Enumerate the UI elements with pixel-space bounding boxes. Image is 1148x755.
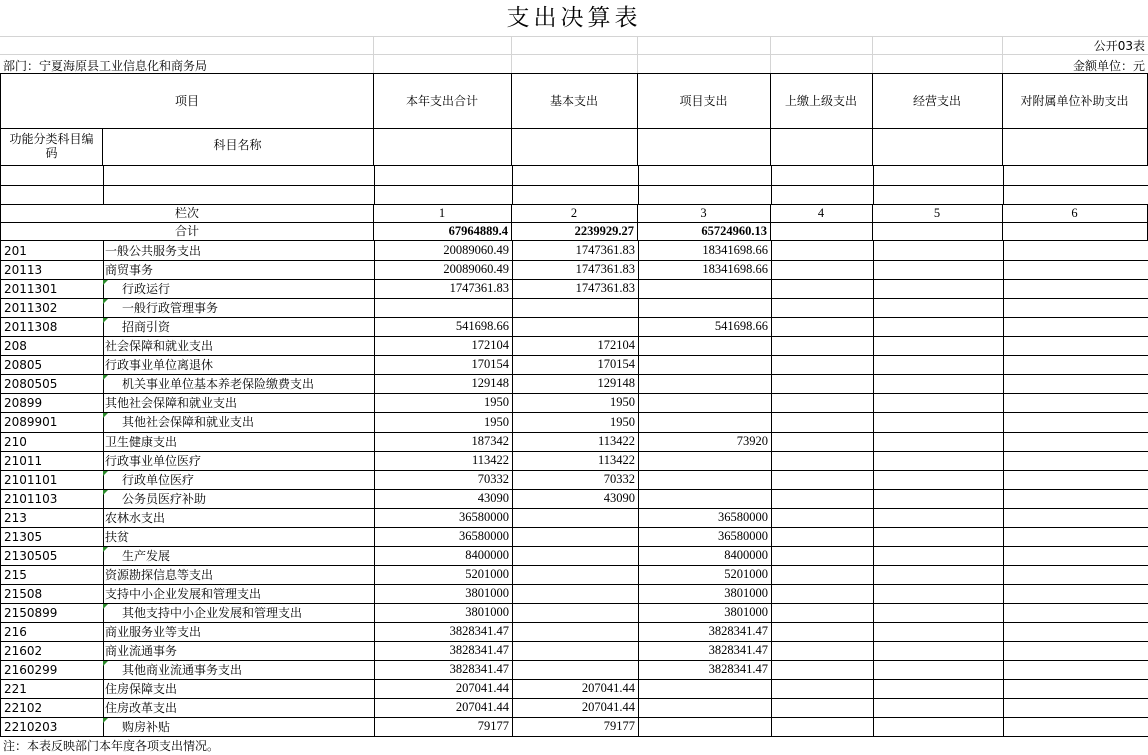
row-business (872, 279, 1004, 299)
row-remit (770, 393, 874, 413)
row-basic: 79177 (511, 717, 639, 737)
blank-cell (872, 166, 1004, 186)
row-project: 3801000 (637, 603, 772, 623)
row-name: 商业服务业等支出 (102, 622, 375, 642)
row-business (872, 660, 1004, 680)
header-item: 项目 (0, 73, 374, 129)
blank-cell (511, 185, 639, 205)
row-project (637, 698, 772, 718)
row-remit (770, 470, 874, 490)
row-total: 207041.44 (373, 679, 513, 699)
row-business (872, 336, 1004, 356)
row-business (872, 641, 1004, 661)
amount-unit: 金额单位：元 (1072, 59, 1145, 73)
row-name: 其他社会保障和就业支出 (102, 393, 375, 413)
row-project: 3801000 (637, 584, 772, 604)
row-remit (770, 603, 874, 623)
row-code: 221 (0, 679, 104, 699)
row-business (872, 527, 1004, 547)
row-code: 2101103 (0, 489, 104, 509)
header-col-subsidy: 对附属单位补助支出 (1002, 73, 1148, 129)
row-total: 113422 (373, 451, 513, 471)
row-total: 1747361.83 (373, 279, 513, 299)
header-col-business: 经营支出 (872, 73, 1003, 129)
row-basic (511, 584, 639, 604)
row-project (637, 679, 772, 699)
row-project (637, 393, 772, 413)
row-remit (770, 451, 874, 471)
blank-cell (770, 185, 874, 205)
row-total: 20089060.49 (373, 260, 513, 280)
row-name: 生产发展 (102, 546, 375, 566)
row-total: 3801000 (373, 603, 513, 623)
row-basic (511, 660, 639, 680)
row-code: 210 (0, 432, 104, 452)
column-index-6: 6 (1002, 204, 1148, 223)
row-remit (770, 527, 874, 547)
row-name: 扶贫 (102, 527, 375, 547)
row-code: 22102 (0, 698, 104, 718)
row-total: 172104 (373, 336, 513, 356)
total-value: 65724960.13 (637, 222, 771, 241)
row-business (872, 584, 1004, 604)
row-subsidy (1002, 622, 1148, 642)
row-code: 2011301 (0, 279, 104, 299)
row-business (872, 317, 1004, 337)
row-business (872, 546, 1004, 566)
row-name: 行政事业单位离退休 (102, 355, 375, 375)
row-name: 住房保障支出 (102, 679, 375, 699)
header-col-remit: 上缴上级支出 (770, 73, 873, 129)
total-value: 67964889.4 (373, 222, 512, 241)
row-project: 3828341.47 (637, 660, 772, 680)
row-name: 行政单位医疗 (102, 470, 375, 490)
row-name: 其他支持中小企业发展和管理支出 (102, 603, 375, 623)
row-subsidy (1002, 241, 1148, 261)
row-remit (770, 546, 874, 566)
total-value (770, 222, 873, 241)
row-basic (511, 317, 639, 337)
header-empty (1002, 128, 1148, 166)
row-project (637, 412, 772, 433)
row-basic: 113422 (511, 451, 639, 471)
row-total: 3828341.47 (373, 660, 513, 680)
header-empty (511, 128, 638, 166)
row-business (872, 298, 1004, 318)
row-subsidy (1002, 298, 1148, 318)
row-subsidy (1002, 317, 1148, 337)
row-total: 79177 (373, 717, 513, 737)
row-code: 213 (0, 508, 104, 528)
header-name: 科目名称 (102, 128, 374, 166)
row-subsidy (1002, 584, 1148, 604)
row-subsidy (1002, 546, 1148, 566)
total-label: 合计 (0, 222, 374, 241)
column-index-5: 5 (872, 204, 1003, 223)
header-empty (373, 128, 512, 166)
row-remit (770, 336, 874, 356)
row-subsidy (1002, 717, 1148, 737)
row-name: 其他社会保障和就业支出 (102, 412, 375, 433)
row-basic: 1747361.83 (511, 241, 639, 261)
row-basic (511, 546, 639, 566)
row-name: 一般行政管理事务 (102, 298, 375, 318)
row-basic: 207041.44 (511, 698, 639, 718)
row-code: 216 (0, 622, 104, 642)
total-value (872, 222, 1003, 241)
row-subsidy (1002, 393, 1148, 413)
row-subsidy (1002, 565, 1148, 585)
row-business (872, 412, 1004, 433)
row-code: 2080505 (0, 374, 104, 394)
blank-cell (373, 185, 513, 205)
row-project (637, 374, 772, 394)
row-project (637, 355, 772, 375)
header-empty (872, 128, 1003, 166)
row-basic (511, 641, 639, 661)
header-code: 功能分类科目编码 (0, 128, 103, 166)
row-project: 3828341.47 (637, 641, 772, 661)
row-basic: 1747361.83 (511, 260, 639, 280)
row-name: 卫生健康支出 (102, 432, 375, 452)
blank-cell (637, 166, 772, 186)
row-name: 机关事业单位基本养老保险缴费支出 (102, 374, 375, 394)
row-total: 3801000 (373, 584, 513, 604)
row-total: 36580000 (373, 527, 513, 547)
footnote: 注：本表反映部门本年度各项支出情况。 (3, 738, 220, 753)
row-code: 2150899 (0, 603, 104, 623)
row-name: 公务员医疗补助 (102, 489, 375, 509)
row-remit (770, 679, 874, 699)
row-name: 商贸事务 (102, 260, 375, 280)
row-total: 187342 (373, 432, 513, 452)
row-subsidy (1002, 336, 1148, 356)
row-name: 其他商业流通事务支出 (102, 660, 375, 680)
blank-cell (102, 166, 375, 186)
column-index-3: 3 (637, 204, 771, 223)
row-remit (770, 584, 874, 604)
row-basic: 113422 (511, 432, 639, 452)
row-project (637, 717, 772, 737)
row-business (872, 489, 1004, 509)
row-project (637, 470, 772, 490)
row-business (872, 565, 1004, 585)
row-project (637, 298, 772, 318)
row-subsidy (1002, 527, 1148, 547)
row-project (637, 279, 772, 299)
row-code: 21305 (0, 527, 104, 547)
row-code: 2210203 (0, 717, 104, 737)
blank-cell (1002, 166, 1148, 186)
header-col-total: 本年支出合计 (373, 73, 512, 129)
row-remit (770, 241, 874, 261)
row-basic (511, 603, 639, 623)
row-code: 21602 (0, 641, 104, 661)
row-total: 1950 (373, 412, 513, 433)
row-remit (770, 432, 874, 452)
row-project: 5201000 (637, 565, 772, 585)
row-name: 购房补贴 (102, 717, 375, 737)
row-basic (511, 508, 639, 528)
blank-cell (0, 166, 104, 186)
row-subsidy (1002, 508, 1148, 528)
row-business (872, 260, 1004, 280)
row-code: 20805 (0, 355, 104, 375)
row-code: 20113 (0, 260, 104, 280)
row-project (637, 451, 772, 471)
row-code: 2011308 (0, 317, 104, 337)
row-subsidy (1002, 412, 1148, 433)
header-empty (770, 128, 873, 166)
header-col-basic: 基本支出 (511, 73, 638, 129)
row-subsidy (1002, 279, 1148, 299)
row-code: 208 (0, 336, 104, 356)
row-subsidy (1002, 432, 1148, 452)
row-code: 20899 (0, 393, 104, 413)
blank-cell (0, 185, 104, 205)
row-project (637, 336, 772, 356)
row-basic (511, 565, 639, 585)
row-remit (770, 489, 874, 509)
row-project: 36580000 (637, 527, 772, 547)
row-remit (770, 412, 874, 433)
row-remit (770, 622, 874, 642)
row-total: 1950 (373, 393, 513, 413)
blank-cell (511, 166, 639, 186)
row-subsidy (1002, 260, 1148, 280)
spacer-row-a (0, 37, 1148, 55)
blank-cell (1002, 185, 1148, 205)
row-code: 2101101 (0, 470, 104, 490)
blank-cell (637, 185, 772, 205)
spacer-cell (770, 37, 771, 73)
column-index-4: 4 (770, 204, 873, 223)
row-code: 201 (0, 241, 104, 261)
row-subsidy (1002, 679, 1148, 699)
row-name: 招商引资 (102, 317, 375, 337)
row-subsidy (1002, 698, 1148, 718)
row-remit (770, 717, 874, 737)
row-code: 2160299 (0, 660, 104, 680)
row-total: 8400000 (373, 546, 513, 566)
row-project: 541698.66 (637, 317, 772, 337)
row-remit (770, 508, 874, 528)
row-remit (770, 660, 874, 680)
row-subsidy (1002, 603, 1148, 623)
row-total: 3828341.47 (373, 622, 513, 642)
row-code: 2089901 (0, 412, 104, 433)
row-basic (511, 527, 639, 547)
column-index-1: 1 (373, 204, 512, 223)
blank-cell (872, 185, 1004, 205)
row-business (872, 622, 1004, 642)
row-total: 541698.66 (373, 317, 513, 337)
row-total: 43090 (373, 489, 513, 509)
row-basic: 172104 (511, 336, 639, 356)
row-name: 社会保障和就业支出 (102, 336, 375, 356)
department-label: 部门：宁夏海原县工业信息化和商务局 (3, 59, 208, 73)
row-total: 129148 (373, 374, 513, 394)
row-total: 207041.44 (373, 698, 513, 718)
row-business (872, 393, 1004, 413)
row-subsidy (1002, 470, 1148, 490)
row-code: 2130505 (0, 546, 104, 566)
row-business (872, 508, 1004, 528)
row-code: 21011 (0, 451, 104, 471)
row-basic (511, 622, 639, 642)
row-business (872, 355, 1004, 375)
row-project (637, 489, 772, 509)
row-remit (770, 641, 874, 661)
spacer-cell (373, 37, 374, 73)
row-total: 5201000 (373, 565, 513, 585)
row-name: 行政运行 (102, 279, 375, 299)
row-business (872, 698, 1004, 718)
total-value: 2239929.27 (511, 222, 638, 241)
row-basic: 1747361.83 (511, 279, 639, 299)
total-value (1002, 222, 1148, 241)
row-basic: 1950 (511, 412, 639, 433)
row-name: 农林水支出 (102, 508, 375, 528)
row-project: 36580000 (637, 508, 772, 528)
row-subsidy (1002, 489, 1148, 509)
header-col-project: 项目支出 (637, 73, 771, 129)
row-business (872, 451, 1004, 471)
spacer-cell (872, 37, 873, 73)
row-subsidy (1002, 641, 1148, 661)
row-name: 一般公共服务支出 (102, 241, 375, 261)
row-subsidy (1002, 355, 1148, 375)
row-total: 170154 (373, 355, 513, 375)
row-project: 8400000 (637, 546, 772, 566)
row-total (373, 298, 513, 318)
header-empty (637, 128, 771, 166)
row-code: 215 (0, 565, 104, 585)
row-basic (511, 298, 639, 318)
row-remit (770, 374, 874, 394)
row-basic: 1950 (511, 393, 639, 413)
row-project: 18341698.66 (637, 260, 772, 280)
row-basic: 129148 (511, 374, 639, 394)
spacer-cell (511, 37, 512, 73)
column-index-2: 2 (511, 204, 638, 223)
sheet-title: 支出决算表 (0, 0, 1148, 37)
row-subsidy (1002, 451, 1148, 471)
blank-cell (770, 166, 874, 186)
row-basic: 170154 (511, 355, 639, 375)
row-total: 70332 (373, 470, 513, 490)
row-code: 21508 (0, 584, 104, 604)
row-total: 20089060.49 (373, 241, 513, 261)
row-basic: 70332 (511, 470, 639, 490)
row-remit (770, 317, 874, 337)
row-business (872, 241, 1004, 261)
row-business (872, 470, 1004, 490)
row-name: 住房改革支出 (102, 698, 375, 718)
blank-cell (373, 166, 513, 186)
row-remit (770, 279, 874, 299)
row-business (872, 679, 1004, 699)
row-subsidy (1002, 374, 1148, 394)
row-project: 3828341.47 (637, 622, 772, 642)
row-total: 36580000 (373, 508, 513, 528)
blank-cell (102, 185, 375, 205)
row-name: 商业流通事务 (102, 641, 375, 661)
row-remit (770, 260, 874, 280)
row-total: 3828341.47 (373, 641, 513, 661)
row-remit (770, 298, 874, 318)
row-name: 支持中小企业发展和管理支出 (102, 584, 375, 604)
row-code: 2011302 (0, 298, 104, 318)
row-project: 18341698.66 (637, 241, 772, 261)
row-remit (770, 565, 874, 585)
row-subsidy (1002, 660, 1148, 680)
row-project: 73920 (637, 432, 772, 452)
column-index-label: 栏次 (0, 204, 374, 223)
row-basic: 207041.44 (511, 679, 639, 699)
spacer-cell (637, 37, 638, 73)
form-code: 公开03表 (1093, 39, 1145, 53)
row-business (872, 603, 1004, 623)
row-remit (770, 355, 874, 375)
row-business (872, 717, 1004, 737)
row-business (872, 432, 1004, 452)
row-basic: 43090 (511, 489, 639, 509)
row-name: 资源勘探信息等支出 (102, 565, 375, 585)
row-business (872, 374, 1004, 394)
row-name: 行政事业单位医疗 (102, 451, 375, 471)
row-remit (770, 698, 874, 718)
